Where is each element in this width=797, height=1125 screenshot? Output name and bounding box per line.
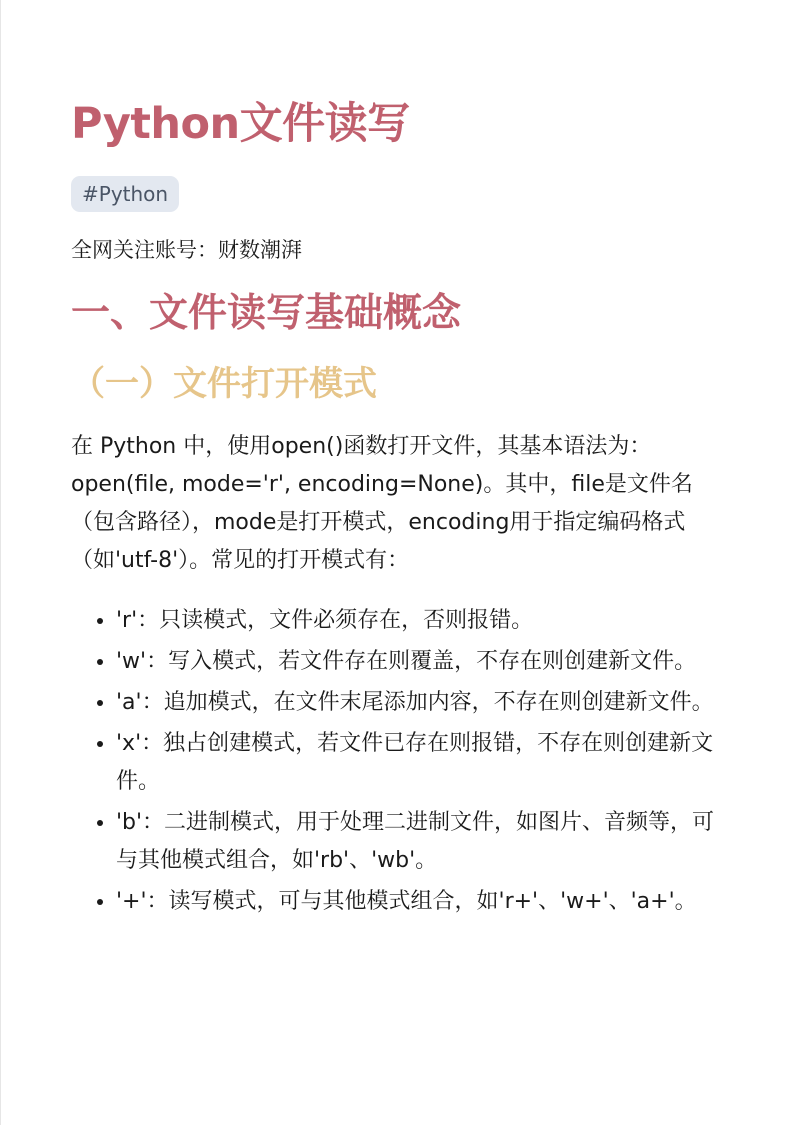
list-item: • 'x'：独占创建模式，若文件已存在则报错，不存在则创建新文件。 xyxy=(116,725,726,801)
tag-badge[interactable]: #Python xyxy=(71,176,179,212)
subsection-heading: （一）文件打开模式 xyxy=(71,364,377,404)
list-item: • 'w'：写入模式，若文件存在则覆盖，不存在则创建新文件。 xyxy=(116,643,726,681)
list-item: • 'b'：二进制模式，用于处理二进制文件，如图片、音频等，可与其他模式组合，如'rb'、'wb'。 xyxy=(116,804,726,880)
intro-paragraph: 在 Python 中，使用open()函数打开文件，其基本语法为：open(file, mode='r', encoding=None)。其中，file是文件名（包含路径），mode是打开模式，encoding用于指定编码格式（如'utf-8'）。常见的打开模式有： xyxy=(71,434,693,573)
list-item: • 'a'：追加模式，在文件末尾添加内容，不存在则创建新文件。 xyxy=(116,684,726,722)
section-heading: 一、文件读写基础概念 xyxy=(71,291,462,336)
follow-text: 全网关注账号：财数潮湃 xyxy=(71,238,302,262)
page-title: Python文件读写 xyxy=(71,99,410,149)
document xyxy=(71,92,726,924)
list-item: • '+'：读写模式，可与其他模式组合，如'r+'、'w+'、'a+'。 xyxy=(116,883,726,921)
modes-list xyxy=(71,602,726,921)
list-item: • 'r'：只读模式，文件必须存在，否则报错。 xyxy=(116,602,726,640)
